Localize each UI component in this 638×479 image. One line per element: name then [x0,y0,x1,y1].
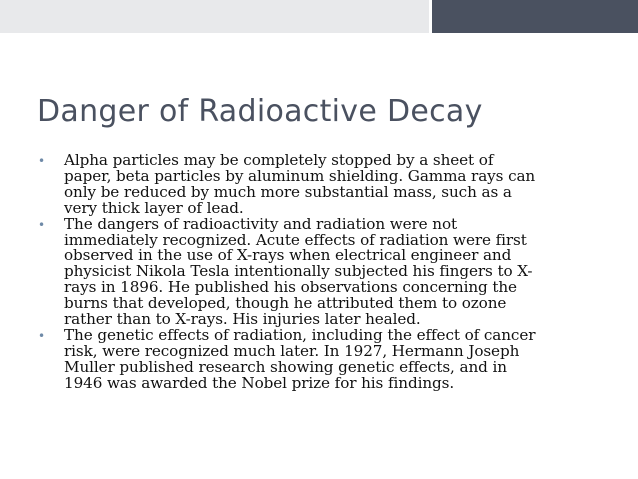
bullet-text-line: The dangers of radioactivity and radiation were not [64,214,458,233]
bullet-text-line: observed in the use of X-rays when electrical engineer and [64,246,512,265]
bullet-item [38,325,598,392]
bullet-text-line: immediately recognized. Acute effects of radiation were first [64,230,527,249]
bullet-text-line: Muller published research showing genetic effects, and in [64,357,507,376]
bullet-text-line: Alpha particles may be completely stopped by a sheet of [64,151,494,169]
bullet-item [38,214,598,329]
bullet-text-line: 1946 was awarded the Nobel prize for his findings. [64,373,455,392]
bullet-dot-icon: • [38,328,45,343]
bullet-list [38,153,598,392]
bullet-text-line: burns that developed, though he attributed them to ozone [64,294,507,313]
bullet-text-line: paper, beta particles by aluminum shielding. Gamma rays can [64,166,536,185]
bullet-dot-icon: • [38,154,45,168]
header-accent-block [432,0,638,33]
slide-title: Danger of Radioactive Decay [37,94,483,129]
bullet-text-line: physicist Nikola Tesla intentionally subjected his fingers to X- [64,262,533,281]
bullet-item [38,153,598,217]
bullet-text-line: The genetic effects of radiation, including the effect of cancer [64,325,536,344]
bullet-dot-icon: • [38,217,45,232]
bullet-text-line: rays in 1896. He published his observations concerning the [64,278,517,297]
bullet-text-line: rather than to X-rays. His injuries later healed. [64,310,421,329]
bullet-text-line: risk, were recognized much later. In 1927, Hermann Joseph [64,341,520,360]
bullet-text-line: very thick layer of lead. [64,198,244,217]
bullet-text-line: only be reduced by much more substantial mass, such as a [64,182,512,201]
